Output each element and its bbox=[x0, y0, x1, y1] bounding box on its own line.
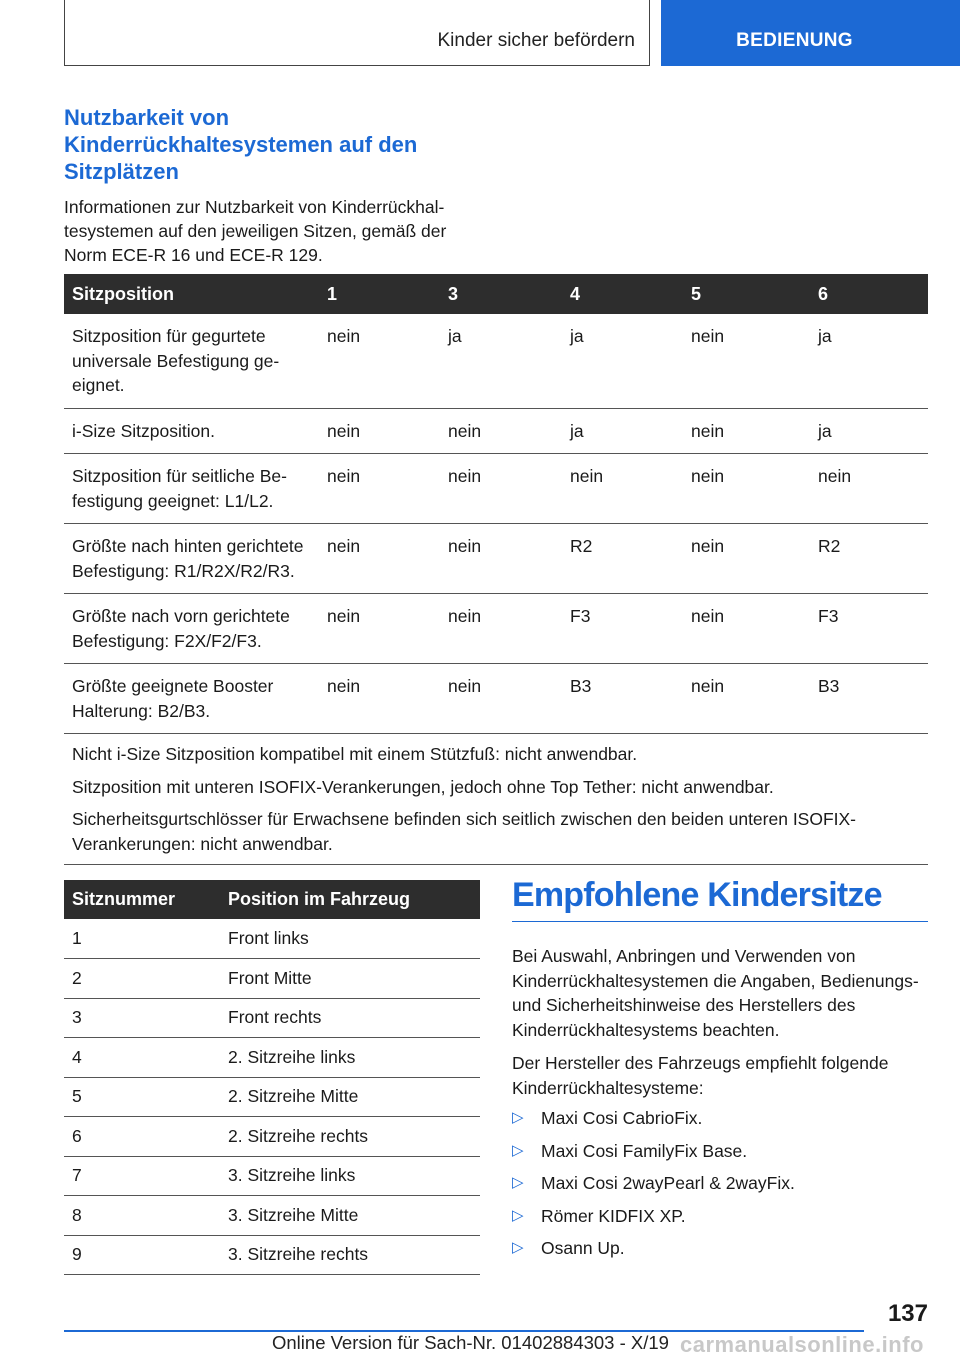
list-item bbox=[512, 1139, 928, 1172]
table-cell: nein bbox=[440, 454, 562, 524]
row-label: Größte nach hinten gerichtete Befestigung: R1/R2X/R2/R3. bbox=[64, 524, 319, 594]
table-cell: F3 bbox=[810, 594, 928, 664]
table-cell: nein bbox=[562, 454, 683, 524]
recommended-paragraph: Der Hersteller des Fahrzeugs empfiehlt folgende Kinderrückhaltesysteme: bbox=[512, 1053, 889, 1098]
table-cell: nein bbox=[440, 408, 562, 454]
list-item bbox=[512, 1236, 928, 1269]
section-heading: Nutzbarkeit von Kinderrückhaltesystemen auf den Sitzplätzen bbox=[64, 105, 418, 184]
row-label: Sitzposition für seitliche Befestigung geeignet: L1/L2. bbox=[64, 454, 319, 524]
seat-number: 8 bbox=[64, 1196, 220, 1236]
seat-position: Front rechts bbox=[220, 998, 480, 1038]
table-header-row bbox=[64, 274, 928, 314]
triangle-bullet-icon: ▷ bbox=[512, 1174, 524, 1191]
table-cell: nein bbox=[440, 594, 562, 664]
table-row bbox=[64, 1038, 480, 1078]
table-row bbox=[64, 1235, 480, 1275]
recommended-paragraph: Bei Auswahl, Anbringen und Verwenden von Kinderrückhaltesystemen die Angaben, Bedienungs- und Sicherheitshinweise des Herstellers des Kinderrückhaltesystems beachten. bbox=[512, 946, 919, 1040]
table-row bbox=[64, 1117, 480, 1157]
column-header: 3 bbox=[440, 274, 562, 314]
table-cell: B3 bbox=[810, 664, 928, 734]
seat-position: 2. Sitzreihe Mitte bbox=[220, 1077, 480, 1117]
table-cell: nein bbox=[810, 454, 928, 524]
seat-position: 3. Sitzreihe rechts bbox=[220, 1235, 480, 1275]
table-cell: nein bbox=[319, 594, 440, 664]
column-header: 1 bbox=[319, 274, 440, 314]
online-version-text: Online Version für Sach-Nr. 01402884303 - X/19 bbox=[272, 1332, 669, 1353]
table-row bbox=[64, 408, 928, 454]
table-cell: nein bbox=[683, 454, 810, 524]
seat-number: 2 bbox=[64, 959, 220, 999]
column-header: 5 bbox=[683, 274, 810, 314]
triangle-bullet-icon: ▷ bbox=[512, 1141, 524, 1159]
table-cell: nein bbox=[319, 664, 440, 734]
list-item-label: Osann Up. bbox=[541, 1238, 625, 1258]
table-cell: ja bbox=[440, 314, 562, 408]
table-row bbox=[64, 998, 480, 1038]
seat-number: 4 bbox=[64, 1038, 220, 1078]
row-label: i-Size Sitzposition. bbox=[64, 408, 319, 454]
table-notes-row bbox=[64, 734, 928, 865]
table-cell: F3 bbox=[562, 594, 683, 664]
header-chapter-tab[interactable] bbox=[661, 0, 960, 66]
row-label: Sitzposition für gegurtete universale Befestigung geeignet. bbox=[64, 314, 319, 408]
table-cell: nein bbox=[319, 408, 440, 454]
list-item bbox=[512, 1204, 928, 1237]
intro-paragraph: Informationen zur Nutzbarkeit von Kinderrückhaltesystemen auf den jeweiligen Sitzen, gemäß der Norm ECE-R 16 und ECE-R 129. bbox=[64, 197, 447, 265]
table-row bbox=[64, 314, 928, 408]
column-header: Sitznummer bbox=[64, 880, 220, 919]
table-cell: nein bbox=[683, 664, 810, 734]
table-cell: nein bbox=[319, 454, 440, 524]
list-item-label: Maxi Cosi FamilyFix Base. bbox=[541, 1140, 748, 1161]
usability-table bbox=[64, 274, 928, 865]
table-cell: nein bbox=[319, 524, 440, 594]
table-cell: R2 bbox=[810, 524, 928, 594]
chapter-title: BEDIENUNG bbox=[736, 30, 853, 51]
header-section-box bbox=[64, 0, 650, 66]
table-row bbox=[64, 594, 928, 664]
column-header: 6 bbox=[810, 274, 928, 314]
table-note: Sicherheitsgurtschlösser für Erwachsene befinden sich seitlich zwischen den beiden unteren ISOFIX-Verankerungen: nicht anwendbar. bbox=[72, 809, 857, 854]
seat-number: 9 bbox=[64, 1235, 220, 1275]
row-label: Größte geeignete Booster Halterung: B2/B3. bbox=[64, 664, 319, 734]
table-cell: nein bbox=[440, 664, 562, 734]
seat-position: 2. Sitzreihe rechts bbox=[220, 1117, 480, 1157]
table-row bbox=[64, 1196, 480, 1236]
table-row bbox=[64, 959, 480, 999]
table-cell: ja bbox=[562, 314, 683, 408]
list-item bbox=[512, 1106, 928, 1139]
table-row bbox=[64, 524, 928, 594]
table-note: Nicht i-Size Sitzposition kompatibel mit einem Stützfuß: nicht anwendbar. bbox=[72, 744, 638, 764]
table-row bbox=[64, 1156, 480, 1196]
table-row bbox=[64, 919, 480, 959]
list-item bbox=[512, 1171, 928, 1204]
seat-number: 7 bbox=[64, 1156, 220, 1196]
seat-position: 3. Sitzreihe links bbox=[220, 1156, 480, 1196]
recommended-list bbox=[512, 1106, 928, 1269]
table-cell: nein bbox=[683, 524, 810, 594]
table-cell: nein bbox=[319, 314, 440, 408]
list-item-label: Maxi Cosi CabrioFix. bbox=[541, 1108, 703, 1128]
seat-position: 3. Sitzreihe Mitte bbox=[220, 1196, 480, 1236]
seat-number: 1 bbox=[64, 919, 220, 959]
table-cell: nein bbox=[683, 594, 810, 664]
table-cell: nein bbox=[440, 524, 562, 594]
table-cell: nein bbox=[683, 408, 810, 454]
list-item-label: Maxi Cosi 2wayPearl & 2wayFix. bbox=[541, 1173, 795, 1193]
section-title: Kinder sicher befördern bbox=[437, 30, 635, 51]
table-row bbox=[64, 664, 928, 734]
row-label: Größte nach vorn gerichtete Befestigung: F2X/F2/F3. bbox=[64, 594, 319, 664]
table-cell: nein bbox=[683, 314, 810, 408]
table-cell: B3 bbox=[562, 664, 683, 734]
seat-number: 6 bbox=[64, 1117, 220, 1157]
seat-number-table bbox=[64, 880, 480, 1275]
seat-position: 2. Sitzreihe links bbox=[220, 1038, 480, 1078]
triangle-bullet-icon: ▷ bbox=[512, 1206, 524, 1224]
table-cell: R2 bbox=[562, 524, 683, 594]
table-cell: ja bbox=[562, 408, 683, 454]
seat-position: Front links bbox=[220, 919, 480, 959]
triangle-bullet-icon: ▷ bbox=[512, 1239, 524, 1256]
recommended-title: Empfohlene Kindersitze bbox=[512, 876, 928, 922]
table-header-row bbox=[64, 880, 480, 919]
table-cell: ja bbox=[810, 314, 928, 408]
table-row bbox=[64, 1077, 480, 1117]
table-notes bbox=[64, 734, 928, 865]
column-header: Sitzposition bbox=[64, 274, 319, 314]
table-note: Sitzposition mit unteren ISOFIX-Verankerungen, jedoch ohne Top Tether: nicht anwendbar. bbox=[72, 776, 774, 797]
column-header: 4 bbox=[562, 274, 683, 314]
page-number: 137 bbox=[887, 1300, 928, 1327]
list-item-label: Römer KIDFIX XP. bbox=[541, 1205, 686, 1226]
triangle-bullet-icon: ▷ bbox=[512, 1109, 524, 1126]
seat-position: Front Mitte bbox=[220, 959, 480, 999]
column-header: Position im Fahrzeug bbox=[220, 880, 480, 919]
table-cell: ja bbox=[810, 408, 928, 454]
seat-number: 3 bbox=[64, 998, 220, 1038]
watermark: carmanualsonline.info bbox=[680, 1332, 924, 1357]
seat-number: 5 bbox=[64, 1077, 220, 1117]
table-row bbox=[64, 454, 928, 524]
